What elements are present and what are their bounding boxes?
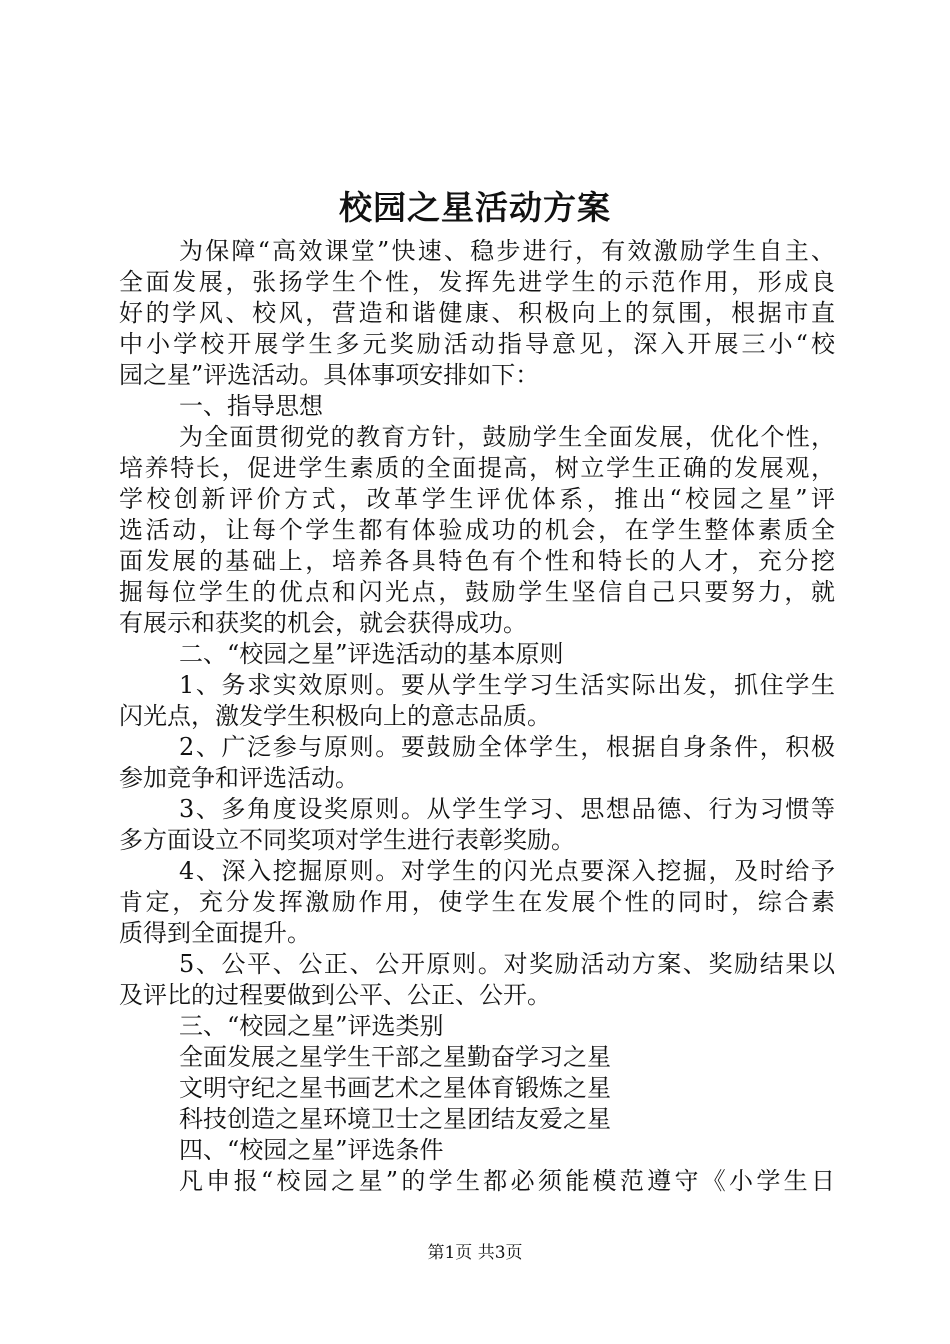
body-line: 文明守纪之星书画艺术之星体育锻炼之星	[179, 1074, 611, 1102]
page-footer: 第1页 共3页	[427, 1243, 523, 1263]
body-line: 四、“校园之星”评选条件	[179, 1136, 444, 1164]
body-line: 三、“校园之星”评选类别	[179, 1012, 444, 1040]
body-line: 1、务求实效原则。要从学生学习生活实际出发，抓住学生	[179, 671, 835, 699]
body-line: 学校创新评价方式，改革学生评优体系，推出“校园之星”评	[119, 485, 835, 513]
body-line: 培养特长，促进学生素质的全面提高，树立学生正确的发展观，	[119, 454, 835, 482]
body-line: 全面发展，张扬学生个性，发挥先进学生的示范作用，形成良	[119, 268, 835, 296]
body-line: 面发展的基础上，培养各具特色有个性和特长的人才，充分挖	[119, 547, 835, 575]
body-line: 多方面设立不同奖项对学生进行表彰奖励。	[119, 826, 575, 854]
body-line: 为全面贯彻党的教育方针，鼓励学生全面发展，优化个性，	[179, 423, 835, 451]
body-line: 及评比的过程要做到公平、公正、公开。	[119, 981, 551, 1009]
body-line: 中小学校开展学生多元奖励活动指导意见，深入开展三小“校	[119, 330, 835, 358]
body-line: 科技创造之星环境卫士之星团结友爱之星	[179, 1105, 611, 1133]
body-line: 园之星”评选活动。具体事项安排如下：	[119, 361, 540, 389]
body-line: 闪光点，激发学生积极向上的意志品质。	[119, 702, 551, 730]
body-line: 一、指导思想	[179, 392, 323, 420]
body-line: 质得到全面提升。	[119, 919, 311, 947]
body-line: 为保障“高效课堂”快速、稳步进行，有效激励学生自主、	[179, 237, 835, 265]
body-line: 参加竞争和评选活动。	[119, 764, 359, 792]
body-line: 4、深入挖掘原则。对学生的闪光点要深入挖掘，及时给予	[179, 857, 835, 885]
body-line: 有展示和获奖的机会，就会获得成功。	[119, 609, 527, 637]
body-line: 5、公平、公正、公开原则。对奖励活动方案、奖励结果以	[179, 950, 835, 978]
document-body	[119, 236, 835, 1197]
body-line: 凡申报“校园之星”的学生都必须能模范遵守《小学生日	[179, 1167, 835, 1195]
body-line: 选活动，让每个学生都有体验成功的机会，在学生整体素质全	[119, 516, 835, 544]
body-line: 二、“校园之星”评选活动的基本原则	[179, 640, 564, 668]
document-title: 校园之星活动方案	[339, 188, 611, 227]
body-line: 3、多角度设奖原则。从学生学习、思想品德、行为习惯等	[179, 795, 835, 823]
body-line: 肯定，充分发挥激励作用，使学生在发展个性的同时，综合素	[119, 888, 835, 916]
body-line: 好的学风、校风，营造和谐健康、积极向上的氛围，根据市直	[119, 299, 835, 327]
body-line: 掘每位学生的优点和闪光点，鼓励学生坚信自己只要努力，就	[119, 578, 835, 606]
body-line: 全面发展之星学生干部之星勤奋学习之星	[179, 1043, 611, 1071]
body-line: 2、广泛参与原则。要鼓励全体学生，根据自身条件，积极	[179, 733, 835, 761]
